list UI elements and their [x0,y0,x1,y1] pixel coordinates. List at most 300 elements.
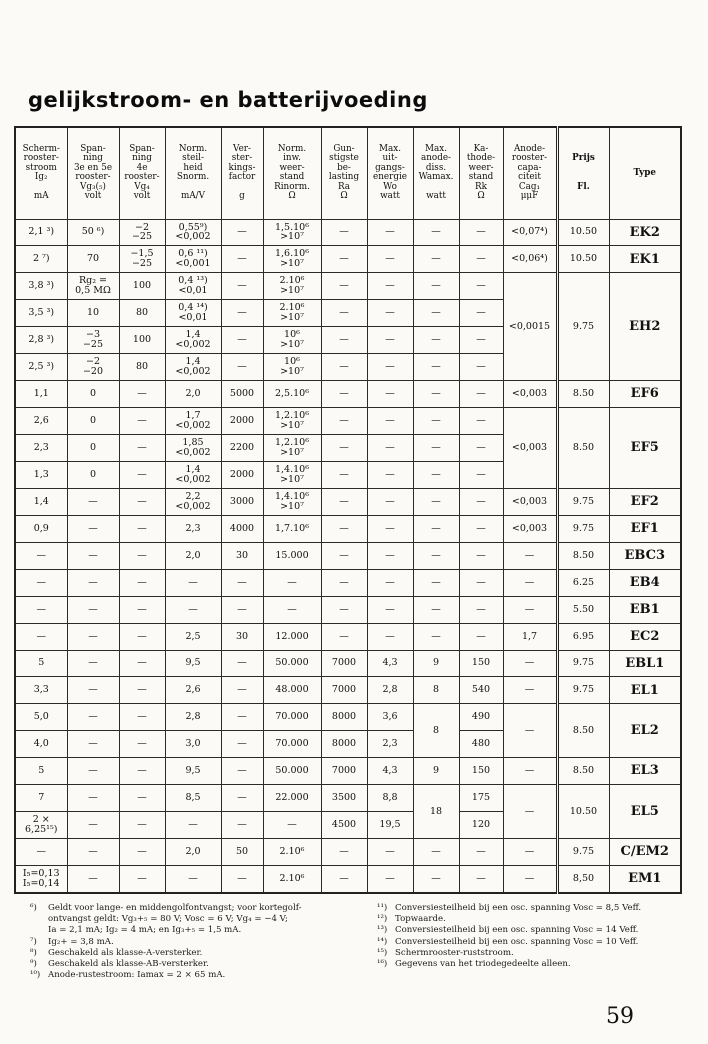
grid3-voltage-cell: 50 ⁶) [67,219,119,246]
footnote-number: ⁹) [30,959,37,970]
load-resistance-cell: — [321,866,367,894]
table-row [15,596,681,623]
grid3-voltage-cell: — [67,515,119,542]
mutual-conductance-cell: 1,7 <0,002 [165,408,221,435]
output-power-cell: — [367,354,413,381]
output-power-cell: — [367,623,413,650]
footnotes-left [30,903,360,981]
screen-grid-current-cell: 4,0 [15,731,67,758]
internal-resistance-cell: — [263,596,321,623]
mutual-conductance-cell: 0,6 ¹¹) <0,001 [165,246,221,273]
mutual-conductance-cell: — [165,812,221,839]
load-resistance-cell: — [321,219,367,246]
grid3-voltage-cell: — [67,650,119,677]
grid3-voltage-cell: — [67,596,119,623]
grid3-voltage-cell: — [67,542,119,569]
grid4-voltage-cell: — [119,731,165,758]
grid4-voltage-cell: — [119,435,165,462]
grid3-voltage-cell: — [67,677,119,704]
footnote-text: Geldt voor lange- en middengolfontvangst; voor kortegolf- ontvangst geldt: Vg₃+₅ = 80 V; Vosc = 6 V; Vg₄ = −4 V; Ia = 2,1 mA; Ig₂ = 4 mA; en Ig₃+₅ = 1,5 mA. [48,903,302,936]
output-power-cell: — [367,300,413,327]
internal-resistance-cell: 22.000 [263,785,321,812]
cathode-resistance-cell: 175 [459,785,503,812]
valve-type-cell: EL1 [609,677,681,704]
grid4-voltage-cell: — [119,704,165,731]
column-header: Ver- ster- kings- factor g [221,127,263,219]
output-power-cell: — [367,246,413,273]
table-header-row [15,127,681,219]
footnote [30,937,360,948]
mutual-conductance-cell: 2,0 [165,839,221,866]
column-header: Anode- rooster- capa- citeit Cag₁ μμF [503,127,557,219]
grid3-voltage-cell: — [67,569,119,596]
grid3-voltage-cell: 10 [67,300,119,327]
price-cell: 10.50 [557,246,609,273]
footnote-number: ¹¹) [377,903,388,913]
grid4-voltage-cell: 100 [119,273,165,300]
output-power-cell: 3,6 [367,704,413,731]
anode-dissipation-cell: — [413,219,459,246]
price-cell: 8.50 [557,408,609,489]
grid3-voltage-cell: — [67,812,119,839]
output-power-cell: 4,3 [367,650,413,677]
footnote [30,970,360,981]
amplification-factor-cell: 2000 [221,408,263,435]
mutual-conductance-cell: 1,4 <0,002 [165,461,221,488]
screen-grid-current-cell: 2,5 ³) [15,354,67,381]
anode-grid-capacitance-cell: — [503,839,557,866]
price-cell: 6.95 [557,623,609,650]
column-header: Norm. inw. weer- stand Rinorm. Ω [263,127,321,219]
anode-dissipation-cell: — [413,488,459,515]
table-row [15,381,681,408]
footnote-text: Conversiesteilheid bij een osc. spanning Vosc = 10 Veff. [395,936,639,947]
mutual-conductance-cell: 2,0 [165,381,221,408]
valve-type-cell: EBC3 [609,542,681,569]
grid3-voltage-cell: −3 −25 [67,327,119,354]
valve-type-cell: EF5 [609,408,681,489]
cathode-resistance-cell: — [459,219,503,246]
mutual-conductance-cell: 2,2 <0,002 [165,488,221,515]
footnote-number: ⁷) [30,936,37,947]
valve-type-cell: C/EM2 [609,839,681,866]
grid3-voltage-cell: −2 −20 [67,354,119,381]
grid4-voltage-cell: — [119,812,165,839]
screen-grid-current-cell: 1,1 [15,381,67,408]
valve-type-cell: EF2 [609,488,681,515]
valve-type-cell: EB4 [609,569,681,596]
cathode-resistance-cell: — [459,866,503,894]
screen-grid-current-cell: — [15,596,67,623]
amplification-factor-cell: — [221,300,263,327]
mutual-conductance-cell: — [165,596,221,623]
grid4-voltage-cell: 80 [119,354,165,381]
output-power-cell: — [367,219,413,246]
anode-grid-capacitance-cell: 1,7 [503,623,557,650]
output-power-cell: 2,8 [367,677,413,704]
valve-type-cell: EC2 [609,623,681,650]
page-title: gelijkstroom- en batterijvoeding [28,88,428,112]
load-resistance-cell: — [321,300,367,327]
anode-dissipation-cell: 9 [413,758,459,785]
mutual-conductance-cell: — [165,866,221,894]
anode-grid-capacitance-cell: — [503,542,557,569]
screen-grid-current-cell: — [15,839,67,866]
cathode-resistance-cell: — [459,408,503,435]
footnotes-right [377,903,695,970]
cathode-resistance-cell: — [459,542,503,569]
anode-dissipation-cell: 9 [413,650,459,677]
amplification-factor-cell: 5000 [221,381,263,408]
anode-dissipation-cell: — [413,542,459,569]
cathode-resistance-cell: — [459,300,503,327]
anode-dissipation-cell: — [413,866,459,894]
load-resistance-cell: — [321,596,367,623]
amplification-factor-cell: 30 [221,623,263,650]
column-header: Prijs Fl. [557,127,609,219]
anode-dissipation-cell: — [413,515,459,542]
cathode-resistance-cell: — [459,839,503,866]
amplification-factor-cell: — [221,327,263,354]
anode-grid-capacitance-cell: — [503,866,557,894]
price-cell: 9.75 [557,515,609,542]
column-header: Norm. steil- heid Snorm. mA/V [165,127,221,219]
cathode-resistance-cell: — [459,273,503,300]
footnote [30,959,360,970]
load-resistance-cell: 7000 [321,758,367,785]
output-power-cell: — [367,408,413,435]
footnote-text: Ig₂+ = 3,8 mA. [48,936,114,947]
anode-dissipation-cell: — [413,623,459,650]
grid3-voltage-cell: 70 [67,246,119,273]
valve-type-cell: EBL1 [609,650,681,677]
cathode-resistance-cell: — [459,623,503,650]
amplification-factor-cell: — [221,650,263,677]
table-row [15,219,681,246]
grid4-voltage-cell: — [119,785,165,812]
footnote-number: ¹³) [377,925,388,936]
table-row [15,569,681,596]
screen-grid-current-cell: — [15,542,67,569]
screen-grid-current-cell: 2,3 [15,435,67,462]
load-resistance-cell: — [321,435,367,462]
grid3-voltage-cell: — [67,839,119,866]
amplification-factor-cell: — [221,246,263,273]
screen-grid-current-cell: 7 [15,785,67,812]
footnote-text: Geschakeld als klasse-AB-versterker. [48,959,209,970]
footnote-number: ¹⁶) [377,959,388,970]
table-row [15,542,681,569]
valve-type-cell: EK2 [609,219,681,246]
anode-grid-capacitance-cell: <0,07⁴) [503,219,557,246]
table-row [15,758,681,785]
load-resistance-cell: — [321,381,367,408]
output-power-cell: — [367,515,413,542]
column-header: Span- ning 3e en 5e rooster- Vg₃(₅) volt [67,127,119,219]
footnote-text: Gegevens van het triodegedeelte alleen. [395,959,571,970]
table-row [15,488,681,515]
output-power-cell: — [367,866,413,894]
grid4-voltage-cell: 100 [119,327,165,354]
valve-type-cell: EL2 [609,704,681,758]
amplification-factor-cell: — [221,812,263,839]
footnote [30,948,360,959]
grid3-voltage-cell: — [67,704,119,731]
price-cell: 10.50 [557,785,609,839]
screen-grid-current-cell: 2,6 [15,408,67,435]
column-header: Scherm- rooster- stroom Ig₂ mA [15,127,67,219]
load-resistance-cell: — [321,488,367,515]
grid4-voltage-cell: — [119,866,165,894]
load-resistance-cell: — [321,246,367,273]
mutual-conductance-cell: 9,5 [165,758,221,785]
mutual-conductance-cell: 9,5 [165,650,221,677]
grid4-voltage-cell: — [119,569,165,596]
mutual-conductance-cell: 1,85 <0,002 [165,435,221,462]
load-resistance-cell: — [321,327,367,354]
amplification-factor-cell: — [221,704,263,731]
anode-dissipation-cell: — [413,246,459,273]
grid3-voltage-cell: — [67,623,119,650]
output-power-cell: — [367,461,413,488]
output-power-cell: — [367,839,413,866]
grid4-voltage-cell: — [119,381,165,408]
footnote [377,925,695,936]
valve-type-cell: EB1 [609,596,681,623]
grid4-voltage-cell: — [119,596,165,623]
column-header: Max. anode- diss. Wamax. watt [413,127,459,219]
grid4-voltage-cell: −1,5 −25 [119,246,165,273]
table-row [15,677,681,704]
internal-resistance-cell: 2.10⁶ [263,839,321,866]
column-header: Type [609,127,681,219]
output-power-cell: — [367,542,413,569]
cathode-resistance-cell: 480 [459,731,503,758]
cathode-resistance-cell: — [459,461,503,488]
anode-dissipation-cell: — [413,327,459,354]
mutual-conductance-cell: 2,3 [165,515,221,542]
amplification-factor-cell: 2200 [221,435,263,462]
load-resistance-cell: 8000 [321,704,367,731]
anode-dissipation-cell: — [413,408,459,435]
grid4-voltage-cell: −2 −25 [119,219,165,246]
internal-resistance-cell: 2.10⁶ >10⁷ [263,273,321,300]
screen-grid-current-cell: 1,3 [15,461,67,488]
internal-resistance-cell: 70.000 [263,704,321,731]
valve-type-cell: EF6 [609,381,681,408]
internal-resistance-cell: 2.10⁶ >10⁷ [263,300,321,327]
anode-grid-capacitance-cell: <0,003 [503,515,557,542]
price-cell: 8.50 [557,381,609,408]
output-power-cell: — [367,596,413,623]
anode-grid-capacitance-cell: — [503,785,557,839]
price-cell: 9.75 [557,677,609,704]
load-resistance-cell: — [321,515,367,542]
output-power-cell: — [367,327,413,354]
mutual-conductance-cell: 0,4 ¹³) <0,01 [165,273,221,300]
internal-resistance-cell: 2,5.10⁶ [263,381,321,408]
anode-dissipation-cell: 18 [413,785,459,839]
table-row [15,623,681,650]
output-power-cell: — [367,381,413,408]
amplification-factor-cell: 4000 [221,515,263,542]
cathode-resistance-cell: — [459,596,503,623]
anode-dissipation-cell: — [413,381,459,408]
internal-resistance-cell: 1,4.10⁶ >10⁷ [263,488,321,515]
screen-grid-current-cell: — [15,623,67,650]
internal-resistance-cell: 10⁶ >10⁷ [263,327,321,354]
grid4-voltage-cell: — [119,488,165,515]
output-power-cell: 8,8 [367,785,413,812]
screen-grid-current-cell: 3,8 ³) [15,273,67,300]
footnote-number: ⁶) [30,903,37,913]
anode-grid-capacitance-cell: <0,003 [503,408,557,489]
grid4-voltage-cell: 80 [119,300,165,327]
price-cell: 8,50 [557,866,609,894]
price-cell: 8.50 [557,542,609,569]
amplification-factor-cell: — [221,677,263,704]
output-power-cell: — [367,435,413,462]
amplification-factor-cell: 3000 [221,488,263,515]
mutual-conductance-cell: — [165,569,221,596]
grid4-voltage-cell: — [119,839,165,866]
footnote [377,948,695,959]
column-header: Max. uit- gangs- energie Wo watt [367,127,413,219]
valve-type-cell: EK1 [609,246,681,273]
anode-grid-capacitance-cell: <0,003 [503,488,557,515]
internal-resistance-cell: — [263,569,321,596]
load-resistance-cell: 7000 [321,650,367,677]
footnote [30,903,360,937]
grid4-voltage-cell: — [119,650,165,677]
anode-dissipation-cell: — [413,300,459,327]
screen-grid-current-cell: 5,0 [15,704,67,731]
grid4-voltage-cell: — [119,542,165,569]
table-row [15,650,681,677]
internal-resistance-cell: 1,2.10⁶ >10⁷ [263,435,321,462]
load-resistance-cell: 3500 [321,785,367,812]
price-cell: 9.75 [557,273,609,381]
output-power-cell: — [367,569,413,596]
valve-type-cell: EH2 [609,273,681,381]
screen-grid-current-cell: 0,9 [15,515,67,542]
footnote-text: Conversiesteilheid bij een osc. spanning Vosc = 14 Veff. [395,925,639,936]
cathode-resistance-cell: — [459,246,503,273]
output-power-cell: 2,3 [367,731,413,758]
cathode-resistance-cell: — [459,327,503,354]
column-header: Gun- stigste be- lasting Ra Ω [321,127,367,219]
grid4-voltage-cell: — [119,758,165,785]
mutual-conductance-cell: 3,0 [165,731,221,758]
footnote-number: ¹⁰) [30,970,41,981]
anode-dissipation-cell: 8 [413,704,459,758]
grid4-voltage-cell: — [119,623,165,650]
grid3-voltage-cell: — [67,785,119,812]
cathode-resistance-cell: 490 [459,704,503,731]
screen-grid-current-cell: 2 × 6,25¹⁵) [15,812,67,839]
anode-dissipation-cell: — [413,354,459,381]
mutual-conductance-cell: 0,55⁹) <0,002 [165,219,221,246]
amplification-factor-cell: — [221,219,263,246]
footnote-text: Geschakeld als klasse-A-versterker. [48,947,203,958]
screen-grid-current-cell: 1,4 [15,488,67,515]
cathode-resistance-cell: — [459,488,503,515]
grid3-voltage-cell: — [67,731,119,758]
screen-grid-current-cell: 2,8 ³) [15,327,67,354]
price-cell: 6.25 [557,569,609,596]
internal-resistance-cell: 1,4.10⁶ >10⁷ [263,461,321,488]
amplification-factor-cell: — [221,596,263,623]
table-row [15,408,681,435]
footnote-text: Schermrooster-ruststroom. [395,947,514,958]
table-row [15,246,681,273]
amplification-factor-cell: — [221,731,263,758]
cathode-resistance-cell: — [459,354,503,381]
valve-type-cell: EL3 [609,758,681,785]
load-resistance-cell: 8000 [321,731,367,758]
load-resistance-cell: 4500 [321,812,367,839]
price-cell: 8.50 [557,704,609,758]
load-resistance-cell: 7000 [321,677,367,704]
cathode-resistance-cell: 120 [459,812,503,839]
grid4-voltage-cell: — [119,677,165,704]
load-resistance-cell: — [321,569,367,596]
grid3-voltage-cell: 0 [67,408,119,435]
output-power-cell: 4,3 [367,758,413,785]
mutual-conductance-cell: 1,4 <0,002 [165,327,221,354]
anode-dissipation-cell: — [413,569,459,596]
valve-type-cell: EM1 [609,866,681,894]
load-resistance-cell: — [321,461,367,488]
screen-grid-current-cell: 2 ⁷) [15,246,67,273]
screen-grid-current-cell: 3,5 ³) [15,300,67,327]
anode-grid-capacitance-cell: — [503,677,557,704]
load-resistance-cell: — [321,542,367,569]
grid3-voltage-cell: — [67,758,119,785]
price-cell: 9.75 [557,488,609,515]
mutual-conductance-cell: 2,8 [165,704,221,731]
internal-resistance-cell: 1,7.10⁶ [263,515,321,542]
anode-grid-capacitance-cell: — [503,704,557,758]
column-header: Ka- thode- weer- stand Rk Ω [459,127,503,219]
anode-dissipation-cell: — [413,273,459,300]
anode-grid-capacitance-cell: <0,003 [503,381,557,408]
cathode-resistance-cell: — [459,381,503,408]
internal-resistance-cell: 50.000 [263,758,321,785]
footnote [377,914,695,925]
table-row [15,785,681,812]
footnote-number: ¹⁵) [377,947,388,958]
amplification-factor-cell: 2000 [221,461,263,488]
internal-resistance-cell: 2.10⁶ [263,866,321,894]
screen-grid-current-cell: — [15,569,67,596]
internal-resistance-cell: 10⁶ >10⁷ [263,354,321,381]
footnote-number: ⁸) [30,947,37,958]
anode-grid-capacitance-cell: <0,0015 [503,273,557,381]
footnote [377,937,695,948]
footnote-number: ¹²) [377,914,388,925]
screen-grid-current-cell: I₅=0,13 I₅=0,14 [15,866,67,894]
grid4-voltage-cell: — [119,515,165,542]
cathode-resistance-cell: — [459,515,503,542]
screen-grid-current-cell: 3,3 [15,677,67,704]
grid3-voltage-cell: — [67,866,119,894]
mutual-conductance-cell: 0,4 ¹⁴) <0,01 [165,300,221,327]
anode-dissipation-cell: — [413,461,459,488]
load-resistance-cell: — [321,623,367,650]
anode-dissipation-cell: — [413,596,459,623]
output-power-cell: — [367,273,413,300]
